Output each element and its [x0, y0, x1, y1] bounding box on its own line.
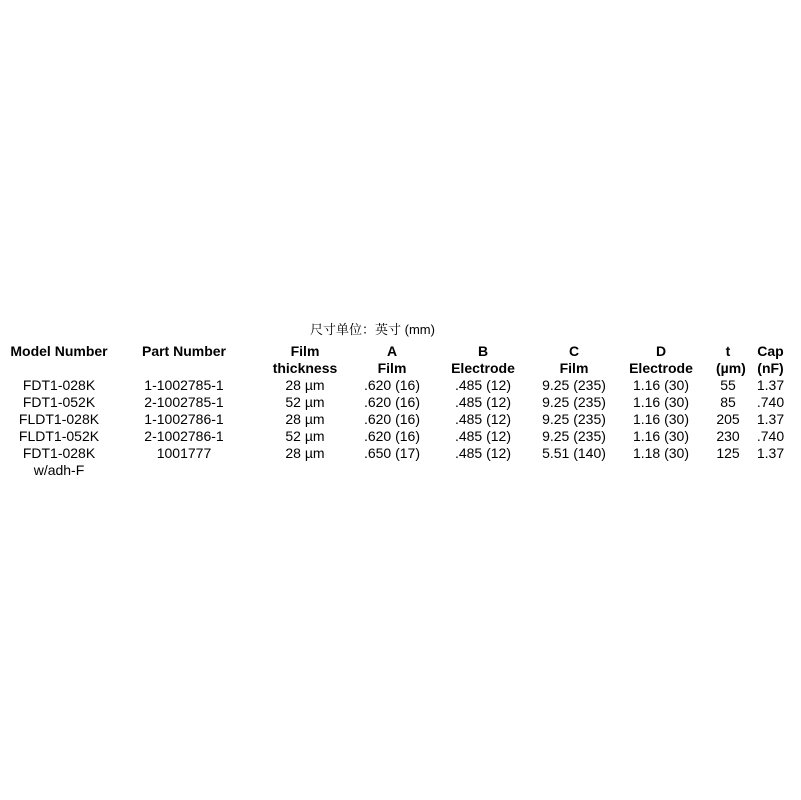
cell-c-film: 9.25 (235)	[542, 394, 606, 410]
header-c-film: C Film	[559, 343, 589, 376]
cell-film-thickness: 52 µm	[285, 394, 325, 410]
header-a-film: A Film	[377, 343, 407, 376]
cell-film-thickness: 28 µm	[285, 377, 325, 393]
specifications-table	[0, 343, 801, 479]
cell-model-number: FDT1-052K	[22, 394, 96, 410]
table-row	[0, 377, 801, 394]
cell-t: 205	[716, 411, 740, 427]
table-row	[0, 411, 801, 428]
cell-model-number: FLDT1-028K	[18, 411, 100, 427]
cell-b-electrode: .485 (12)	[454, 394, 512, 410]
cell-part-number: 1-1002786-1	[144, 411, 224, 427]
cell-d-electrode: 1.18 (30)	[632, 445, 690, 461]
cell-a-film: .620 (16)	[363, 394, 421, 410]
cell-t: 125	[716, 445, 740, 461]
cell-part-number: 2-1002785-1	[144, 394, 224, 410]
cell-t: 230	[716, 428, 740, 444]
cell-part-number: 1001777	[156, 445, 212, 461]
cell-b-electrode: .485 (12)	[454, 428, 512, 444]
cell-b-electrode: .485 (12)	[454, 377, 512, 393]
cell-film-thickness: 28 µm	[285, 411, 325, 427]
cell-d-electrode: 1.16 (30)	[632, 394, 690, 410]
cell-part-number: 2-1002786-1	[144, 428, 224, 444]
cell-cap: .740	[756, 428, 785, 444]
header-d-electrode: D Electrode	[629, 343, 693, 376]
cell-a-film: .620 (16)	[363, 411, 421, 427]
table-header-row	[0, 343, 801, 377]
cell-model-number: FLDT1-052K	[18, 428, 100, 444]
cell-film-thickness: 28 µm	[285, 445, 325, 461]
cell-a-film: .620 (16)	[363, 428, 421, 444]
cell-cap: 1.37	[756, 377, 785, 393]
table-row	[0, 428, 801, 445]
cell-c-film: 9.25 (235)	[542, 411, 606, 427]
header-part-number: Part Number	[141, 343, 227, 359]
cell-part-number: 1-1002785-1	[144, 377, 224, 393]
cell-model-number: FDT1-028K w/adh-F	[22, 445, 96, 478]
table-row	[0, 445, 801, 479]
cell-b-electrode: .485 (12)	[454, 411, 512, 427]
cell-film-thickness: 52 µm	[285, 428, 325, 444]
table-row	[0, 394, 801, 411]
cell-t: 55	[720, 377, 736, 393]
cell-d-electrode: 1.16 (30)	[632, 377, 690, 393]
cell-a-film: .650 (17)	[363, 445, 421, 461]
cell-a-film: .620 (16)	[363, 377, 421, 393]
cell-cap: 1.37	[756, 445, 785, 461]
cell-b-electrode: .485 (12)	[454, 445, 512, 461]
cell-c-film: 5.51 (140)	[542, 445, 606, 461]
cell-cap: 1.37	[756, 411, 785, 427]
cell-t: 85	[720, 394, 736, 410]
header-cap: Cap (nF)	[757, 343, 784, 376]
dimension-units-caption: 尺寸单位：英寸 (mm)	[310, 322, 435, 337]
header-b-electrode: B Electrode	[451, 343, 515, 376]
cell-c-film: 9.25 (235)	[542, 428, 606, 444]
cell-d-electrode: 1.16 (30)	[632, 411, 690, 427]
cell-model-number: FDT1-028K	[22, 377, 96, 393]
header-model-number: Model Number	[10, 343, 108, 359]
cell-d-electrode: 1.16 (30)	[632, 428, 690, 444]
header-t: t (µm)	[716, 343, 746, 376]
header-film-thickness: Film thickness	[272, 343, 338, 376]
cell-c-film: 9.25 (235)	[542, 377, 606, 393]
cell-cap: .740	[756, 394, 785, 410]
